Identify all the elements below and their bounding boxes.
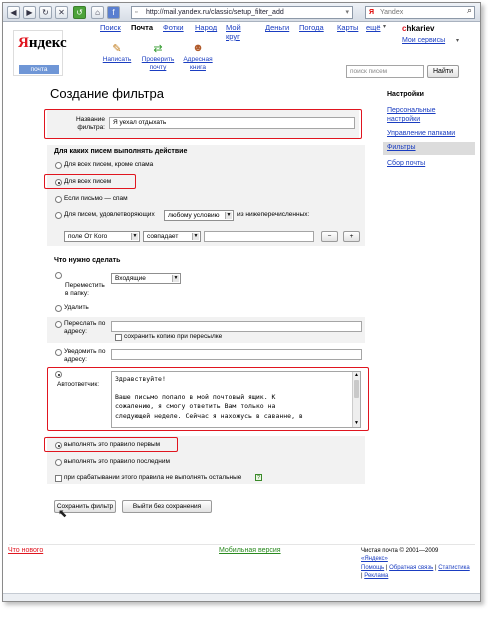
addon-icon[interactable]: ↺ (73, 6, 86, 19)
footer-help-link[interactable]: Помощь (361, 565, 385, 571)
back-icon[interactable]: ◀ (7, 6, 20, 19)
operator-select-value: совпадает (147, 233, 179, 240)
radio-run-last[interactable] (55, 459, 62, 466)
nav-money[interactable]: Деньги (265, 23, 290, 32)
search-go-icon[interactable]: ⌕ (467, 5, 473, 15)
scroll-down-icon[interactable]: ▼ (354, 420, 359, 426)
autoreply-line: следующей неделе. Сейчас я нахожусь в саванне, в (115, 411, 303, 420)
url-text: http://mail.yandex.ru/classic/setup_filter_add (146, 9, 284, 16)
chevron-down-icon: ▼ (226, 212, 232, 218)
user-name[interactable] (402, 24, 434, 33)
browser-window (2, 2, 481, 602)
footer-ads-link[interactable]: Реклама (364, 573, 389, 579)
sidebar-item-folders[interactable]: Управление папками (387, 130, 456, 137)
keep-copy-label: сохранить копию при пересылке (124, 333, 223, 340)
forward-address-input[interactable] (111, 321, 362, 332)
footer-links: Помощь | Обратная связь | Статистика | Реклама (361, 565, 470, 579)
field-select[interactable] (64, 231, 140, 242)
find-button[interactable]: Найти (427, 65, 459, 78)
radio-move[interactable] (55, 272, 62, 279)
yandex-search-icon: Я (369, 9, 375, 16)
address-bar[interactable] (131, 6, 353, 19)
notify-label: Уведомить по адресу: (64, 348, 106, 363)
keep-copy-checkbox[interactable] (115, 334, 122, 341)
dropdown-icon[interactable]: ▾ (345, 9, 349, 16)
filter-name-highlight (44, 109, 362, 139)
autoreply-line: Ваше письмо попало в мой почтовый ящик. К (115, 393, 276, 402)
sidebar-item-filters[interactable]: Фильтры (387, 144, 416, 151)
autoreply-line: сожалению, я смогу ответить Вам только на (115, 402, 276, 411)
save-filter-button[interactable]: Сохранить фильтр (54, 500, 116, 513)
run-first-label: выполнять это правило первым (64, 441, 161, 448)
footer-divider (9, 544, 475, 545)
browser-search-text: Yandex (380, 9, 404, 16)
browser-search-box[interactable] (365, 6, 475, 19)
footer-stats-link[interactable]: Статистика (438, 565, 470, 571)
autoreply-label: Автоответчик: (57, 381, 100, 388)
services-chevron-icon[interactable]: ▾ (456, 38, 460, 44)
chevron-down-icon: ▼ (173, 275, 179, 281)
contacts-icon: ☻ (192, 42, 204, 54)
bookmarks-icon[interactable]: f (107, 6, 120, 19)
write-action[interactable] (100, 42, 134, 63)
nav-weather[interactable]: Погода (299, 23, 324, 32)
check-mail-link[interactable]: Проверить почту (141, 56, 175, 71)
remove-condition-button[interactable]: − (321, 231, 338, 242)
home-icon[interactable]: ⌂ (91, 6, 104, 19)
actions-title: Что нужно сделать (54, 257, 121, 264)
yandex-logo[interactable] (13, 30, 67, 76)
radio-forward[interactable] (55, 321, 62, 328)
radio-delete[interactable] (55, 305, 62, 312)
folder-select[interactable] (111, 273, 181, 284)
stop-processing-checkbox[interactable] (55, 475, 62, 482)
opt-matching: Для писем, удовлетворяющих (64, 211, 155, 218)
condition-suffix: из нижеперечисленных: (237, 211, 310, 218)
logo-letter: Я (18, 35, 29, 51)
stop-processing-label: при срабатывании этого правила не выполнять остальные (64, 474, 242, 481)
radio-matching[interactable] (55, 212, 62, 219)
chevron-down-icon: ▼ (193, 233, 199, 239)
scroll-up-icon[interactable]: ▲ (354, 372, 359, 378)
mouse-cursor-icon: ⬉ (58, 508, 68, 520)
user-rest: hkariev (406, 24, 435, 33)
mail-search-input[interactable]: поиск писем (346, 65, 424, 78)
forward-label: Переслать по адресу: (64, 320, 106, 335)
logo-text (18, 35, 67, 52)
nav-mail[interactable]: Почта (131, 23, 153, 32)
sidebar-item-personal[interactable]: Персональные настройки (387, 107, 436, 123)
stop-icon[interactable]: ✕ (55, 6, 68, 19)
exit-without-saving-button[interactable]: Выйти без сохранения (122, 500, 212, 513)
condition-value-input[interactable] (204, 231, 314, 242)
check-mail-action[interactable] (140, 42, 176, 72)
sidebar-item-collect[interactable]: Сбор почты (387, 160, 426, 167)
run-first-highlight (44, 437, 178, 452)
pencil-icon: ✎ (112, 43, 122, 55)
conditions-title: Для каких писем выполнять действие (54, 148, 188, 155)
condition-select[interactable] (164, 210, 234, 221)
whats-new-link[interactable]: Что нового (8, 547, 44, 554)
refresh-icon: ⇄ (153, 43, 163, 55)
mobile-version-link[interactable]: Мобильная версия (219, 547, 281, 554)
add-condition-button[interactable]: + (343, 231, 360, 242)
nav-moy-krug[interactable]: Мой круг (226, 23, 241, 41)
filter-name-label: Название фильтра: (75, 116, 105, 131)
autoreply-highlight (47, 367, 369, 431)
user-initial: c (402, 24, 407, 33)
filter-name-input[interactable]: Я уехал отдыхать (109, 117, 355, 129)
addressbook-link[interactable]: Адресная книга (183, 56, 213, 71)
reload-icon[interactable]: ↻ (39, 6, 52, 19)
nav-more[interactable]: ещё (366, 23, 381, 32)
opt-all-mail: Для всех писем (64, 178, 112, 185)
nav-search[interactable]: Поиск (100, 23, 121, 32)
radio-notify[interactable] (55, 349, 62, 356)
copyright-text: Чистая почта © 2001—2009 (361, 548, 439, 554)
logo-rest: ндекс (28, 35, 67, 51)
footer-feedback-link[interactable]: Обратная связь (389, 565, 434, 571)
radio-spam[interactable] (55, 196, 62, 203)
logo-badge: почта (19, 65, 59, 74)
autoreply-line: Здравствуйте! (115, 375, 166, 383)
forward-icon[interactable]: ▶ (23, 6, 36, 19)
sidebar-title: Настройки (387, 91, 424, 98)
nav-narod[interactable]: Народ (195, 23, 218, 32)
more-chevron-icon[interactable]: ▾ (383, 24, 387, 30)
operator-select[interactable] (143, 231, 201, 242)
page-title: Создание фильтра (50, 86, 164, 101)
opt-spam: Если письмо — спам (64, 195, 128, 202)
help-icon[interactable]: ? (256, 475, 261, 481)
folder-select-value: Входящие (115, 275, 146, 282)
move-label: Переместить в папку: (65, 282, 105, 297)
radio-all-except-spam[interactable] (55, 162, 62, 169)
page-icon: ▫ (135, 9, 138, 16)
all-mail-highlight (44, 174, 136, 189)
horizontal-scrollbar[interactable] (3, 593, 481, 602)
write-link[interactable]: Написать (102, 56, 132, 63)
condition-select-value: любому условию (168, 212, 220, 219)
chevron-down-icon: ▼ (132, 233, 138, 239)
browser-toolbar (3, 3, 481, 22)
run-last-label: выполнять это правило последним (64, 458, 170, 465)
yandex-link[interactable]: «Яндекс» (361, 556, 388, 562)
nav-photos[interactable]: Фотки (163, 23, 184, 32)
field-select-value: поле От Кого (68, 233, 108, 240)
nav-maps[interactable]: Карты (337, 23, 359, 32)
addressbook-action[interactable] (183, 42, 213, 72)
delete-label: Удалить (64, 304, 89, 311)
notify-address-input[interactable] (111, 349, 362, 360)
opt-all-except-spam: Для всех писем, кроме спама (64, 161, 154, 168)
my-services-link[interactable]: Мои сервисы (402, 37, 446, 44)
